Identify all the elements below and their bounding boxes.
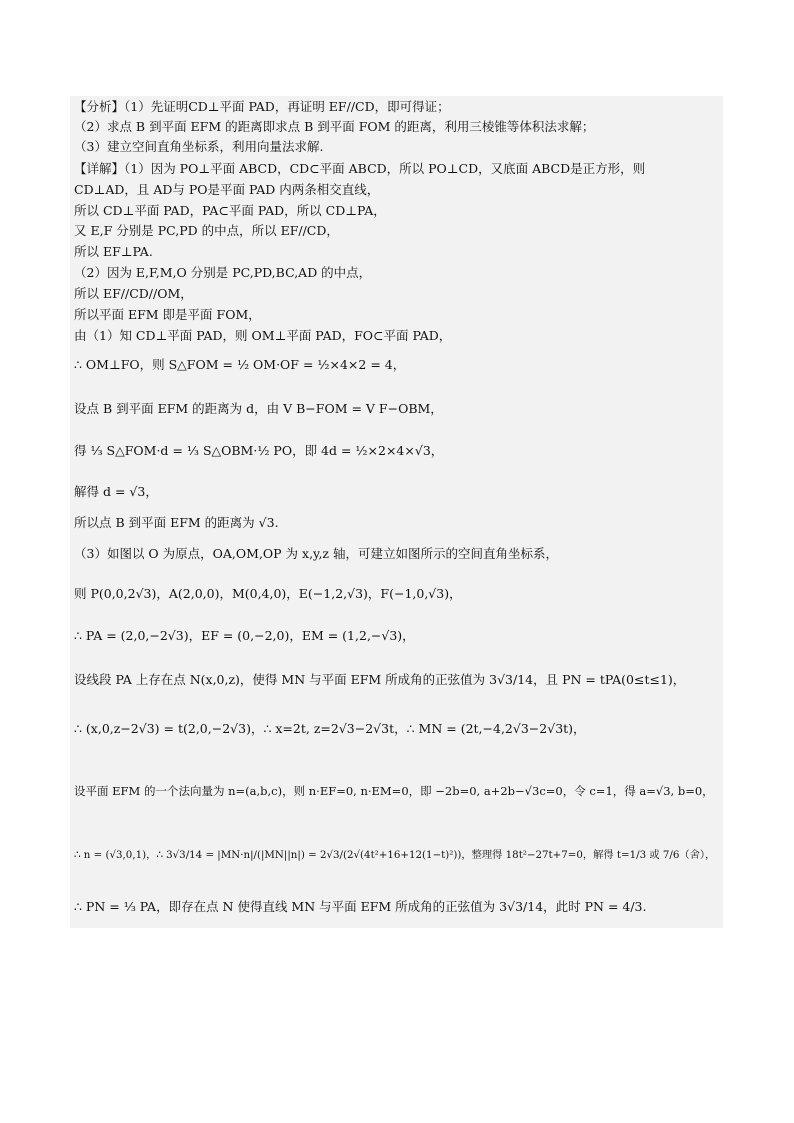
analysis-line-3: （3）建立空间直角坐标系，利用向量法求解. bbox=[74, 139, 324, 154]
detail-line-2: CD⊥AD，且 AD与 PO是平面 PAD 内两条相交直线， bbox=[74, 182, 380, 197]
analysis-line-1: 【分析】（1）先证明CD⊥平面 PAD，再证明 EF//CD，即可得证； bbox=[74, 99, 450, 114]
part3-line-8: ∴ PN = ⅓ PA，即存在点 N 使得直线 MN 与平面 EFM 所成角的正弦值为 3√3/14，此时 PN = 4/3. bbox=[74, 899, 647, 914]
part2-line-2: 所以 EF//CD//OM， bbox=[74, 286, 193, 301]
part3-line-3: ∴ PA = (2,0,−2√3)，EF = (0,−2,0)，EM = (1,2,−√3)， bbox=[74, 628, 415, 643]
part3-line-4: 设线段 PA 上存在点 N(x,0,z)，使得 MN 与平面 EFM 所成角的正弦值为 3√3/14，且 PN = tPA(0≤t≤1)， bbox=[74, 672, 686, 687]
part3-line-5: ∴ (x,0,z−2√3) = t(2,0,−2√3)，∴ x=2t, z=2√3−2√3t，∴ MN = (2t,−4,2√3−2√3t)， bbox=[74, 721, 586, 736]
part2-line-5: ∴ OM⊥FO，则 S△FOM = ½ OM·OF = ½×4×2 = 4， bbox=[74, 357, 406, 372]
detail-line-5: 所以 EF⊥PA. bbox=[74, 244, 153, 259]
part2-line-8: 解得 d = √3， bbox=[74, 484, 158, 499]
analysis-line-2: （2）求点 B 到平面 EFM 的距离即求点 B 到平面 FOM 的距离，利用三棱锥等体积法求解； bbox=[74, 119, 595, 134]
part3-line-2: 则 P(0,0,2√3)，A(2,0,0)，M(0,4,0)，E(−1,2,√3)，F(−1,0,√3)， bbox=[74, 586, 462, 601]
part2-line-6: 设点 B 到平面 EFM 的距离为 d，由 V B−FOM = V F−OBM， bbox=[74, 401, 443, 416]
part3-line-6: 设平面 EFM 的一个法向量为 n=(a,b,c)，则 n·EF=0, n·EM=0，即 −2b=0, a+2b−√3c=0，令 c=1，得 a=√3, b=0， bbox=[74, 784, 714, 798]
part2-line-3: 所以平面 EFM 即是平面 FOM， bbox=[74, 307, 261, 322]
solution-panel bbox=[70, 96, 723, 928]
part3-line-7: ∴ n = (√3,0,1)，∴ 3√3/14 = |MN·n|/(|MN||n|) = 2√3/(2√(4t²+16+12(1−t)²))，整理得 18t²−27t+7=0，解得 t=1/3 或 7/6（舍）， bbox=[74, 849, 716, 861]
part2-line-4: 由（1）知 CD⊥平面 PAD，则 OM⊥平面 PAD，FO⊂平面 PAD， bbox=[74, 328, 452, 343]
part2-line-7: 得 ⅓ S△FOM·d = ⅓ S△OBM·½ PO，即 4d = ½×2×4×√3， bbox=[74, 443, 444, 458]
detail-line-4: 又 E,F 分别是 PC,PD 的中点，所以 EF//CD， bbox=[74, 223, 339, 238]
part3-line-1: （3）如图以 O 为原点，OA,OM,OP 为 x,y,z 轴，可建立如图所示的空间直角坐标系， bbox=[74, 546, 558, 561]
part2-line-9: 所以点 B 到平面 EFM 的距离为 √3. bbox=[74, 515, 279, 530]
detail-line-3: 所以 CD⊥平面 PAD，PA⊂平面 PAD，所以 CD⊥PA， bbox=[74, 203, 386, 218]
detail-line-1: 【详解】（1）因为 PO⊥平面 ABCD，CD⊂平面 ABCD，所以 PO⊥CD，又底面 ABCD是正方形，则 bbox=[74, 161, 646, 176]
part2-line-1: （2）因为 E,F,M,O 分别是 PC,PD,BC,AD 的中点， bbox=[74, 265, 372, 280]
